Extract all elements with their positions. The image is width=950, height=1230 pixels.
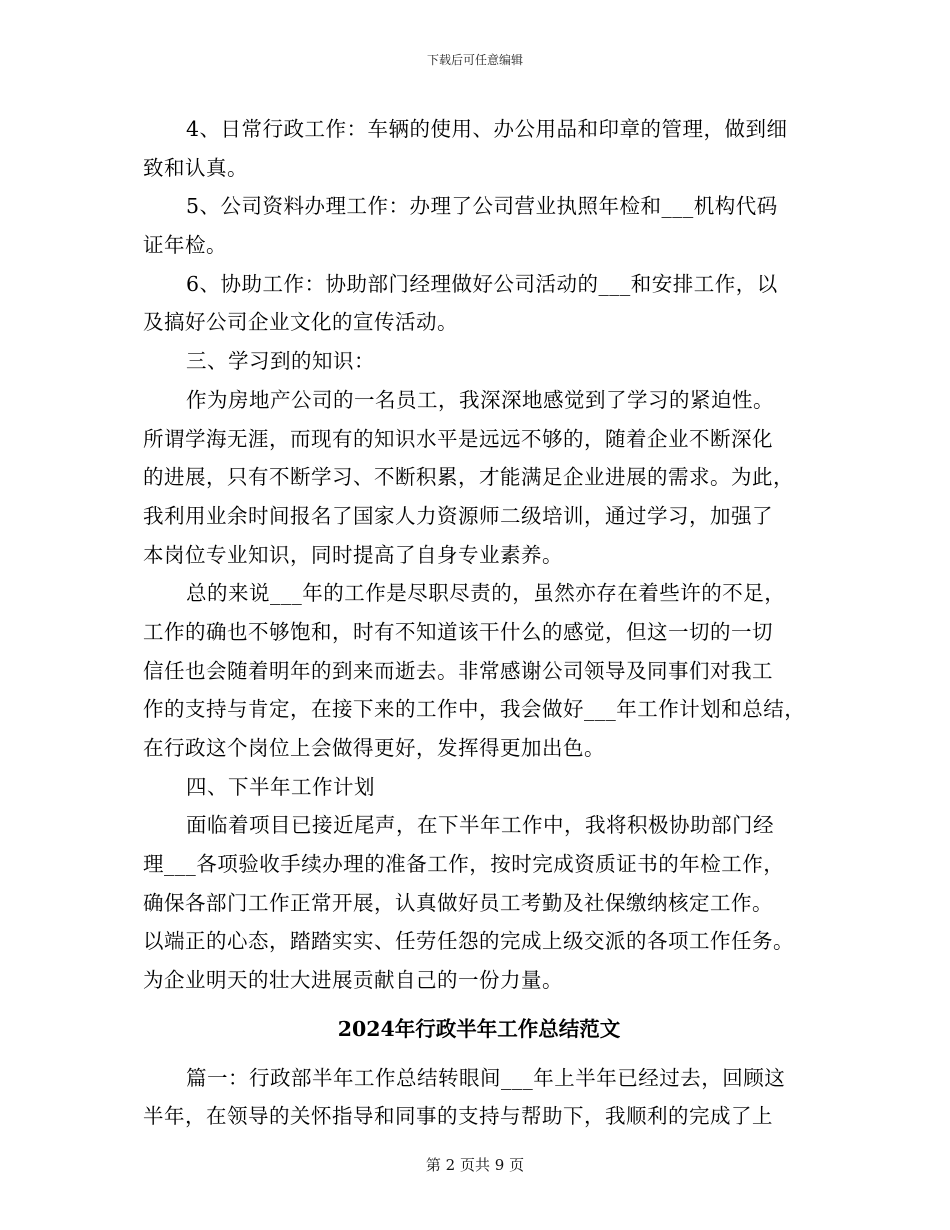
text-line: 所谓学海无涯，而现有的知识水平是远远不够的，随着企业不断深化 — [143, 426, 773, 451]
text-line: 理___各项验收手续办理的准备工作，按时完成资质证书的年检工作， — [143, 852, 785, 877]
text-line: 作的支持与肯定，在接下来的工作中，我会做好___年工作计划和总结， — [143, 697, 806, 722]
text-line: 6、协助工作：协助部门经理做好公司活动的___和安排工作，以 — [186, 271, 778, 296]
text-line: 信任也会随着明年的到来而逝去。非常感谢公司领导及同事们对我工 — [143, 658, 773, 683]
text-line: 确保各部门工作正常开展，认真做好员工考勤及社保缴纳核定工作。 — [143, 890, 773, 915]
text-line: 我利用业余时间报名了国家人力资源师二级培训，通过学习，加强了 — [143, 503, 773, 528]
section-title: 2024年行政半年工作总结范文 — [337, 1016, 621, 1041]
text-line: 总的来说___年的工作是尽职尽责的，虽然亦存在着些许的不足， — [186, 581, 786, 606]
text-line: 本岗位专业知识，同时提高了自身专业素养。 — [143, 542, 563, 567]
text-line: 在行政这个岗位上会做得更好，发挥得更加出色。 — [143, 736, 605, 760]
text-line: 三、学习到的知识： — [186, 349, 375, 374]
text-line: 4、日常行政工作：车辆的使用、办公用品和印章的管理，做到细 — [186, 117, 788, 141]
text-line: 四、下半年工作计划 — [186, 774, 375, 799]
text-line: 为企业明天的壮大进展贡献自己的一份力量。 — [143, 968, 563, 993]
page-header: 下载后可任意编辑 — [426, 53, 523, 67]
text-line: 以端正的心态，踏踏实实、任劳任怨的完成上级交派的各项工作任务。 — [143, 929, 794, 954]
text-line: 5、公司资料办理工作：办理了公司营业执照年检和___机构代码 — [186, 194, 778, 219]
text-line: 及搞好公司企业文化的宣传活动。 — [143, 310, 458, 335]
page-footer: 第 2 页共 9 页 — [425, 1156, 525, 1174]
text-line: 致和认真。 — [143, 155, 248, 180]
text-line: 作为房地产公司的一名员工，我深深地感觉到了学习的紧迫性。 — [186, 387, 774, 412]
text-line: 证年检。 — [143, 233, 227, 258]
text-line: 工作的确也不够饱和，时有不知道该干什么的感觉，但这一切的一切 — [143, 619, 773, 644]
text-line: 篇一：行政部半年工作总结转眼间___年上半年已经过去，回顾这 — [186, 1065, 786, 1090]
text-line: 半年，在领导的关怀指导和同事的支持与帮助下，我顺利的完成了上 — [143, 1104, 773, 1129]
tail-paragraphs — [143, 1059, 815, 1136]
text-line: 的进展，只有不断学习、不断积累，才能满足企业进展的需求。为此， — [143, 465, 794, 490]
document-body — [143, 110, 815, 1136]
text-line: 面临着项目已接近尾声，在下半年工作中，我将积极协助部门经 — [186, 813, 774, 838]
body-paragraphs — [143, 110, 815, 1000]
